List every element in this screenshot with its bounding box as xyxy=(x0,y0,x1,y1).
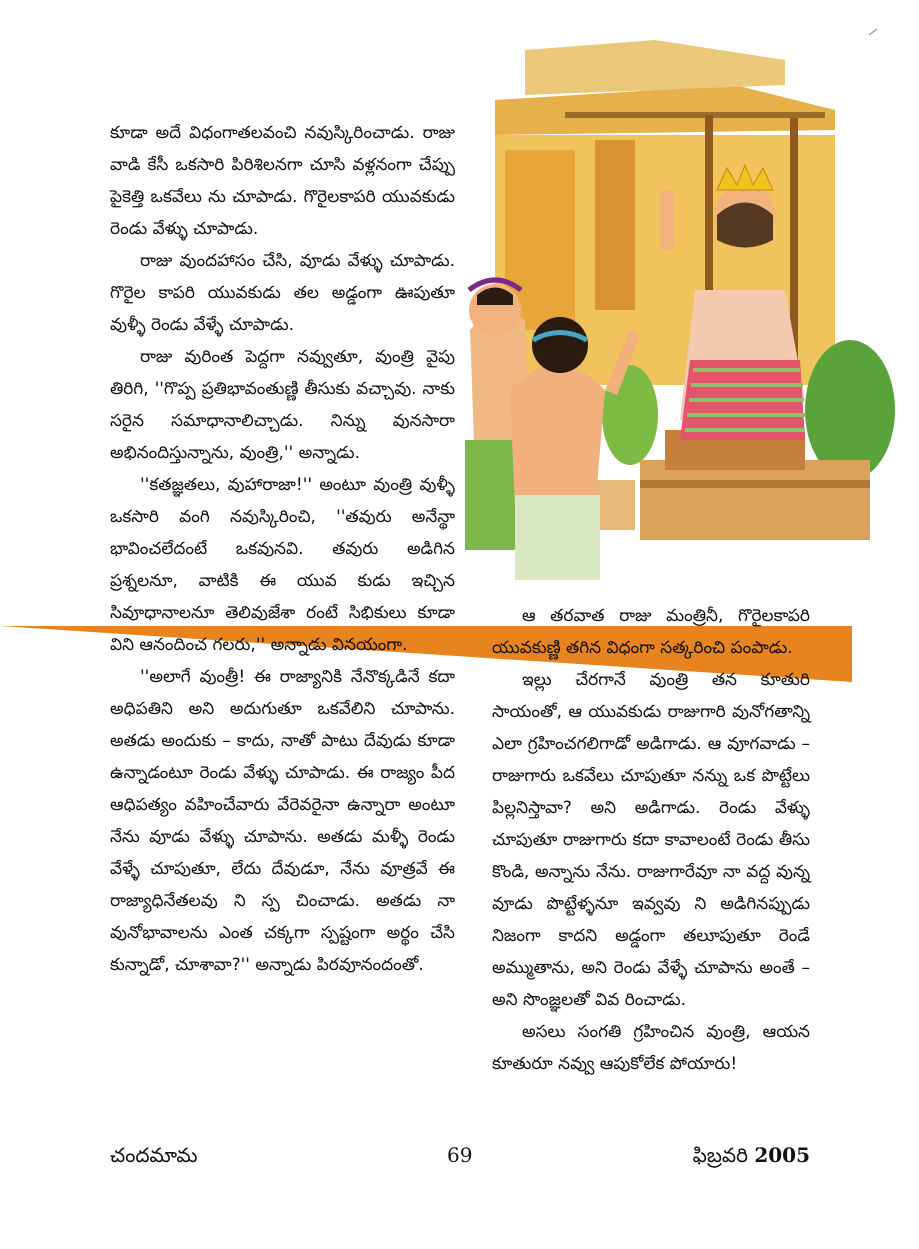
paragraph: ఇల్లు చేరగానే వుంత్రి తన కూతురి సాయంతో, ఆ యువకుడు రాజుగారి వునోగతాన్ని ఎలా గ్రహించగలిగాడో అడిగాడు. ఆ వూగవాడు – రాజుగారు ఒకవేలు చూపుతూ నన్ను ఒక పొట్టేలు పిల్లనిస్తావా? అని అడిగాడు. రెండు వేళ్ళు చూపుతూ రాజుగారు కదా కావాలంటే రెండు తీసు కొండి, అన్నాను నేను. రాజుగారేవూ నా వద్ద వున్న వూడు పొట్టేళ్ళనూ ఇవ్వవు ని అడిగినప్పుడు నిజంగా కాదని అడ్డంగా తలూపుతూ రెండే అమ్ముతాను, అని రెండు వేళ్ళే చూపాను అంతే – అని సొంజ్ఞలతో వివ రించాడు. xyxy=(492,670,810,1010)
king-court-illustration xyxy=(455,40,895,580)
paragraph: అసలు సంగతి గ్రహించిన వుంత్రి, ఆయన కూతురూ నవ్వు ఆపుకోలేక పోయారు! xyxy=(492,1022,810,1074)
page-number: 69 xyxy=(447,1143,473,1167)
paragraph: ఆ తరవాత రాజు మంత్రినీ, గొరైలకాపరి యువకుణ్ణి తగిన విధంగా సత్కరించి పంపాడు. xyxy=(492,606,810,658)
corner-mark xyxy=(868,28,878,36)
paragraph: రాజు వురింత పెద్దగా నవ్వుతూ, వుంత్రి వైపు తిరిగి, ''గొప్ప ప్రతిభావంతుణ్ణి తీసుకు వచ్చావు. నాకు సరైన సమాధానాలిచ్చాడు. నిన్ను వునసారా అభినందిస్తున్నాను, వుంత్రి,'' అన్నాడు. xyxy=(110,347,455,463)
magazine-name: చందమామ xyxy=(110,1143,198,1167)
right-text-column xyxy=(492,600,810,1080)
page-footer xyxy=(110,1143,810,1173)
issue-month: ఫిబ్రవరి xyxy=(692,1143,748,1167)
issue-date xyxy=(693,1143,810,1172)
paragraph: రాజు వుందహాసం చేసి, వూడు వేళ్ళు చూపాడు. గొరైల కాపరి యువకుడు తల అడ్డంగా ఊపుతూ వుళ్ళీ రెండు వేళ్ళే చూపాడు. xyxy=(110,251,455,335)
paragraph: కూడా అదే విధంగాతలవంచి నవుస్కిరించాడు. రాజు వాడి కేసీ ఒకసారి పిరిశిలనగా చూసి వళ్లనంగా చేప్పు పైకెత్తి ఒకవేలు ను చూపాడు. గొరైలకాపరి యువకుడు రెండు వేళ్ళు చూపాడు. xyxy=(110,123,455,239)
issue-year: 2005 xyxy=(754,1143,810,1167)
paragraph: ''అలాగే వుంత్రీ! ఈ రాజ్యానికి నేనొక్కడినే కదా అధిపతిని అని అదుగుతూ ఒకవేలిని చూపాను. అతడు అందుకు – కాదు, నాతో పాటు దేవుడు కూడా ఉన్నాడంటూ రెండు వేళ్ళు చూపాడు. ఈ రాజ్యం పీద ఆధిపత్యం వహించేవారు వేరెవరైనా ఉన్నారా అంటూ నేను వూడు వేళ్ళు చూపాను. అతడు మళ్ళీ రెండు వేళ్ళే చూపుతూ, లేదు దేవుడూ, నేను వూత్రవే ఈ రాజ్యాధినేతలవు ని స్ప చించాడు. అతడు నా వునోభావాలను ఎంత చక్కగా స్పష్టంగా అర్థం చేసి కున్నాడో, చూశావా?'' అన్నాడు పిరవూనందంతో. xyxy=(110,667,455,975)
left-text-column xyxy=(110,117,455,981)
paragraph: ''కతజ్ఞతలు, వుహారాజా!'' అంటూ వుంత్రి వుళ్ళీ ఒకసారి వంగి నవుస్కిరించి, ''తవురు అనేన్థా భావించలేదంటే ఒకవునవి. తవురు అడిగిన ప్రశ్నలనూ, వాటికి ఈ యువ కుడు ఇచ్చిన సివూధానాలనూ తెలివుజేశా రంటే సిభికులు కూడా విని ఆనందించ గలరు,'' అన్నాడు వినయంగా. xyxy=(110,475,455,655)
